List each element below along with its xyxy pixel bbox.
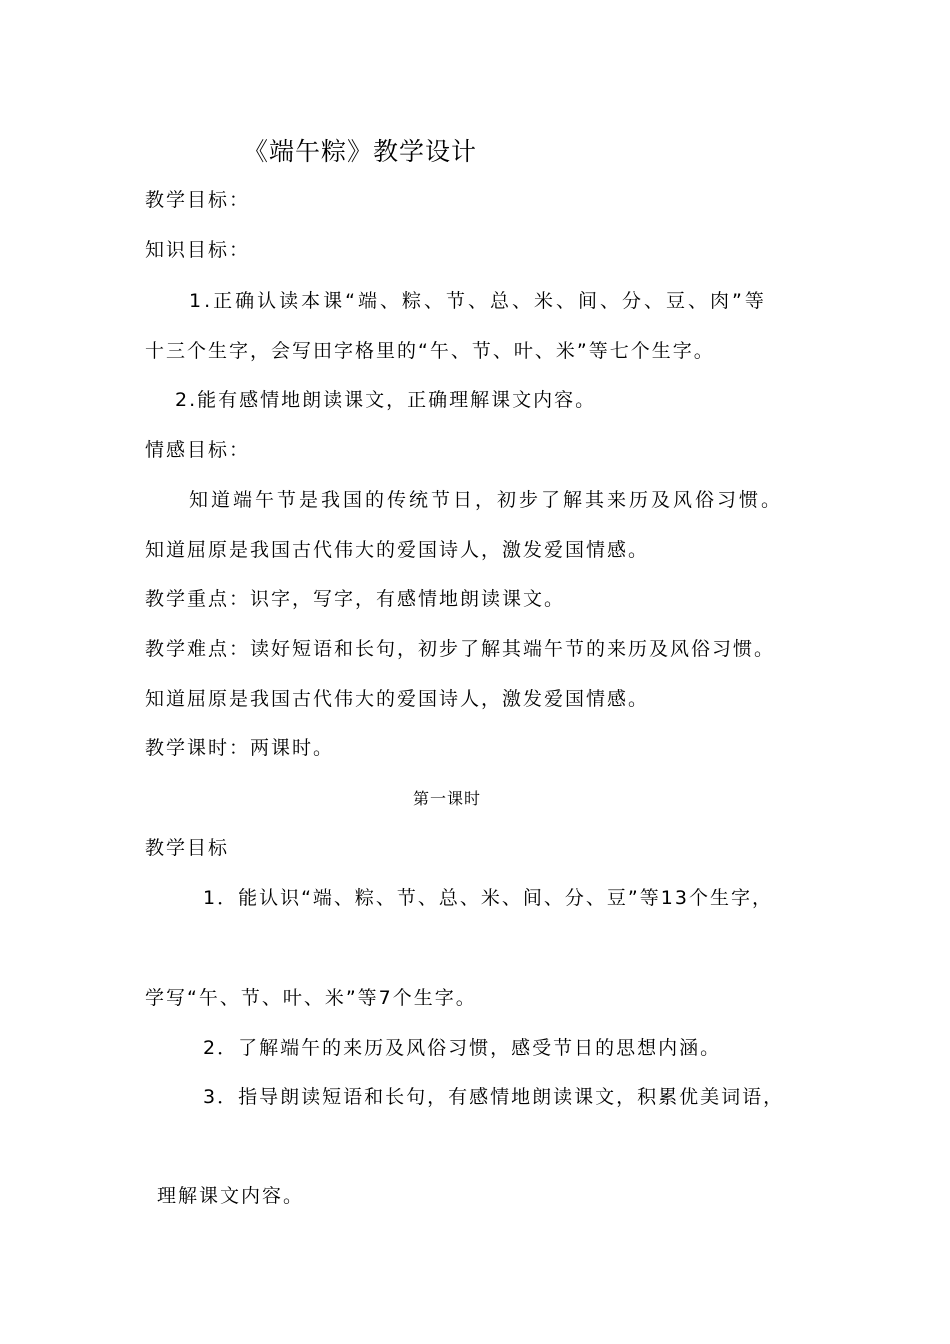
lesson-1-goal-1-line-1: 1．能认识“端、粽、节、总、米、间、分、豆”等13个生字， (203, 887, 773, 909)
knowledge-item-2: 2.能有感情地朗读课文，正确理解课文内容。 (175, 389, 597, 411)
knowledge-item-1-line-1: 1.正确认读本课“端、粽、节、总、米、间、分、豆、肉”等 (189, 290, 767, 312)
emotion-heading: 情感目标： (145, 439, 251, 461)
knowledge-item-1-line-2: 十三个生字，会写田字格里的“午、节、叶、米”等七个生字。 (145, 340, 715, 362)
difficulty-line-1: 教学难点：读好短语和长句，初步了解其端午节的来历及风俗习惯。 (145, 638, 776, 660)
key-points: 教学重点：识字，写字，有感情地朗读课文。 (145, 588, 566, 610)
knowledge-heading: 知识目标： (145, 239, 251, 261)
emotion-line-1: 知道端午节是我国的传统节日，初步了解其来历及风俗习惯。 (189, 489, 784, 511)
lesson-1-goal-3-line-2: 理解课文内容。 (157, 1185, 305, 1207)
difficulty-line-2: 知道屈原是我国古代伟大的爱国诗人，激发爱国情感。 (145, 688, 650, 710)
emotion-line-2: 知道屈原是我国古代伟大的爱国诗人，激发爱国情感。 (145, 539, 650, 561)
lesson-1-goals-heading: 教学目标 (145, 837, 230, 859)
goals-heading: 教学目标： (145, 189, 251, 211)
document-title: 《端午粽》教学设计 (243, 137, 478, 166)
lesson-1-goal-3-line-1: 3．指导朗读短语和长句，有感情地朗读课文，积累优美词语， (203, 1086, 785, 1108)
class-hours: 教学课时：两课时。 (145, 737, 335, 759)
lesson-1-goal-1-line-2: 学写“午、节、叶、米”等7个生字。 (145, 987, 477, 1009)
lesson-1-goal-2: 2．了解端午的来历及风俗习惯，感受节日的思想内涵。 (203, 1037, 722, 1059)
lesson-1-heading: 第一课时 (413, 789, 482, 808)
